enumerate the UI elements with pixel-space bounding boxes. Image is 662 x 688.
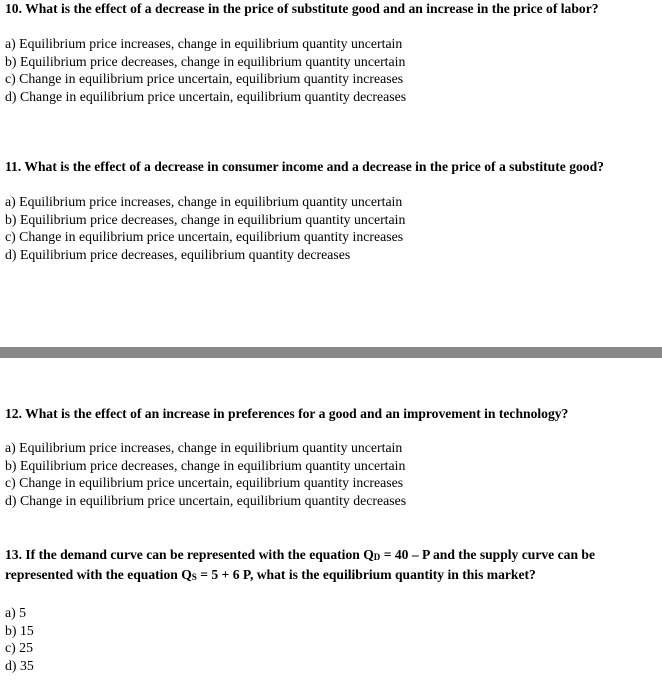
question-10-options [5, 35, 655, 105]
option-a: a) 5 [5, 605, 27, 620]
question-10-text: 10. What is the effect of a decrease in the price of substitute good and an increase in the price of labor? [5, 1, 599, 16]
option-c: c) Change in equilibrium price uncertain, equilibrium quantity increases [5, 229, 404, 244]
option-c: c) 25 [5, 640, 33, 655]
demand-subscript: D [373, 552, 381, 562]
section-divider [0, 347, 662, 358]
option-b: b) Equilibrium price decreases, change in equilibrium quantity uncertain [5, 457, 406, 473]
question-12-options [5, 439, 655, 509]
option-a: a) Equilibrium price increases, change in equilibrium quantity uncertain [5, 36, 403, 51]
question-11 [5, 158, 655, 263]
question-10 [5, 0, 655, 105]
question-13-options [5, 604, 635, 674]
option-c: c) Change in equilibrium price uncertain, equilibrium quantity increases [5, 475, 404, 490]
question-13-text-part1: 13. If the demand curve can be represented with the equation Q [5, 547, 374, 562]
question-13 [5, 546, 635, 674]
question-11-text: 11. What is the effect of a decrease in consumer income and a decrease in the price of a substitute good? [5, 159, 604, 174]
option-a: a) Equilibrium price increases, change in equilibrium quantity uncertain [5, 194, 403, 209]
question-11-options [5, 193, 655, 263]
option-b: b) Equilibrium price decreases, change in equilibrium quantity uncertain [5, 211, 406, 227]
question-13-text-part3: = 5 + 6 P, what is the equilibrium quantity in this market? [196, 567, 536, 582]
option-d: d) Equilibrium price decreases, equilibrium quantity decreases [5, 246, 351, 262]
question-13-text [5, 546, 635, 586]
option-a: a) Equilibrium price increases, change in equilibrium quantity uncertain [5, 440, 403, 455]
option-d: d) Change in equilibrium price uncertain, equilibrium quantity decreases [5, 492, 407, 508]
question-13-text-part2: = 40 – P and the supply curve can be represented with the equation Q [5, 547, 595, 582]
question-12 [5, 405, 655, 509]
question-12-text: 12. What is the effect of an increase in preferences for a good and an improvement in technology? [5, 406, 569, 421]
option-d: d) Change in equilibrium price uncertain, equilibrium quantity decreases [5, 88, 407, 104]
option-d: d) 35 [5, 657, 34, 673]
option-b: b) Equilibrium price decreases, change in equilibrium quantity uncertain [5, 53, 406, 69]
option-c: c) Change in equilibrium price uncertain, equilibrium quantity increases [5, 71, 404, 86]
supply-subscript: S [191, 572, 197, 582]
option-b: b) 15 [5, 622, 34, 638]
